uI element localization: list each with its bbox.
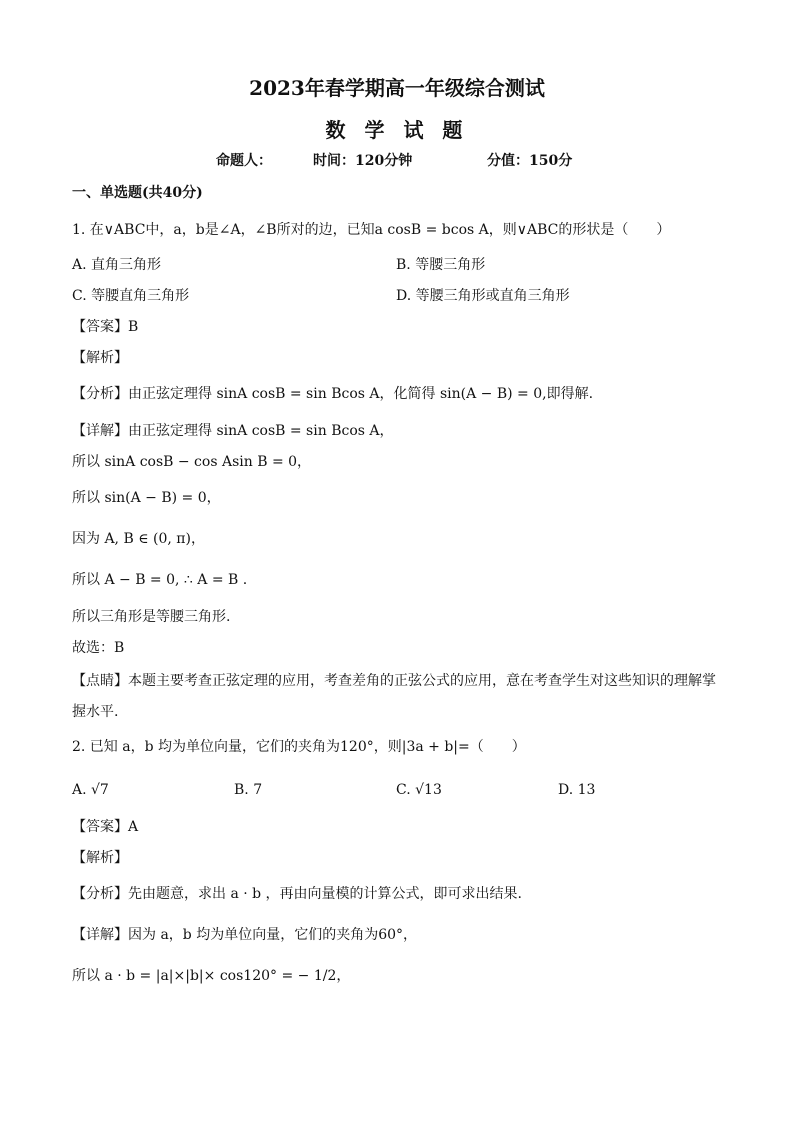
q1-analysis-label: 【解析】 (72, 350, 128, 366)
q1-comment-2: 握水平. (72, 704, 119, 720)
q1-detail-1: 【详解】由正弦定理得 sinA cosB = sin Bcos A， (72, 423, 394, 439)
q2-fenxi: 【分析】先由题意，求出 a · b ，再由向量模的计算公式，即可求出结果. (72, 886, 523, 902)
q1-choose: 故选：B (72, 640, 125, 656)
q1-answer: 【答案】B (72, 319, 139, 335)
q1-option-c: C. 等腰直角三角形 (72, 288, 190, 304)
q1-stem: 1. 在∨ABC中，a，b是∠A，∠B所对的边，已知a cosB = bcos A，则∨ABC的形状是（ ） (72, 222, 671, 238)
q1-detail-5: 所以 A − B = 0, ∴ A = B . (72, 572, 248, 588)
q1-option-d: D. 等腰三角形或直角三角形 (396, 288, 570, 304)
q1-detail-4: 因为 A, B ∈ (0, π)， (72, 531, 205, 547)
q2-option-a: A. √7 (72, 782, 109, 798)
q2-answer: 【答案】A (72, 819, 139, 835)
time-label: 时间：120分钟 (313, 153, 413, 169)
score-label: 分值：150分 (487, 153, 573, 169)
section-heading: 一、单选题(共40分) (72, 185, 203, 201)
exam-title: 2023年春学期高一年级综合测试 (249, 76, 545, 100)
q2-analysis-label: 【解析】 (72, 850, 128, 866)
q1-option-b: B. 等腰三角形 (396, 257, 486, 273)
q1-option-a: A. 直角三角形 (72, 257, 162, 273)
q2-option-d: D. 13 (558, 782, 596, 798)
exam-subtitle: 数 学 试 题 (325, 118, 469, 142)
q1-detail-6: 所以三角形是等腰三角形. (72, 609, 231, 625)
q1-fenxi: 【分析】由正弦定理得 sinA cosB = sin Bcos A，化简得 sin(A − B) = 0,即得解. (72, 386, 594, 402)
q2-detail-2: 所以 a · b = |a|×|b|× cos120° = − 1/2， (72, 968, 351, 984)
q2-detail-1: 【详解】因为 a，b 均为单位向量，它们的夹角为60°， (72, 927, 418, 943)
q1-comment-1: 【点睛】本题主要考查正弦定理的应用，考查差角的正弦公式的应用，意在考查学生对这些知识的理解掌 (72, 673, 716, 689)
q2-option-b: B. 7 (234, 782, 263, 798)
q2-stem: 2. 已知 a，b 均为单位向量，它们的夹角为120°，则|3a + b|=（ ） (72, 739, 526, 755)
q1-detail-3: 所以 sin(A − B) = 0， (72, 490, 221, 506)
q2-option-c: C. √13 (396, 782, 442, 798)
author-label: 命题人： (216, 153, 272, 169)
q1-detail-2: 所以 sinA cosB − cos Asin B = 0， (72, 454, 312, 470)
